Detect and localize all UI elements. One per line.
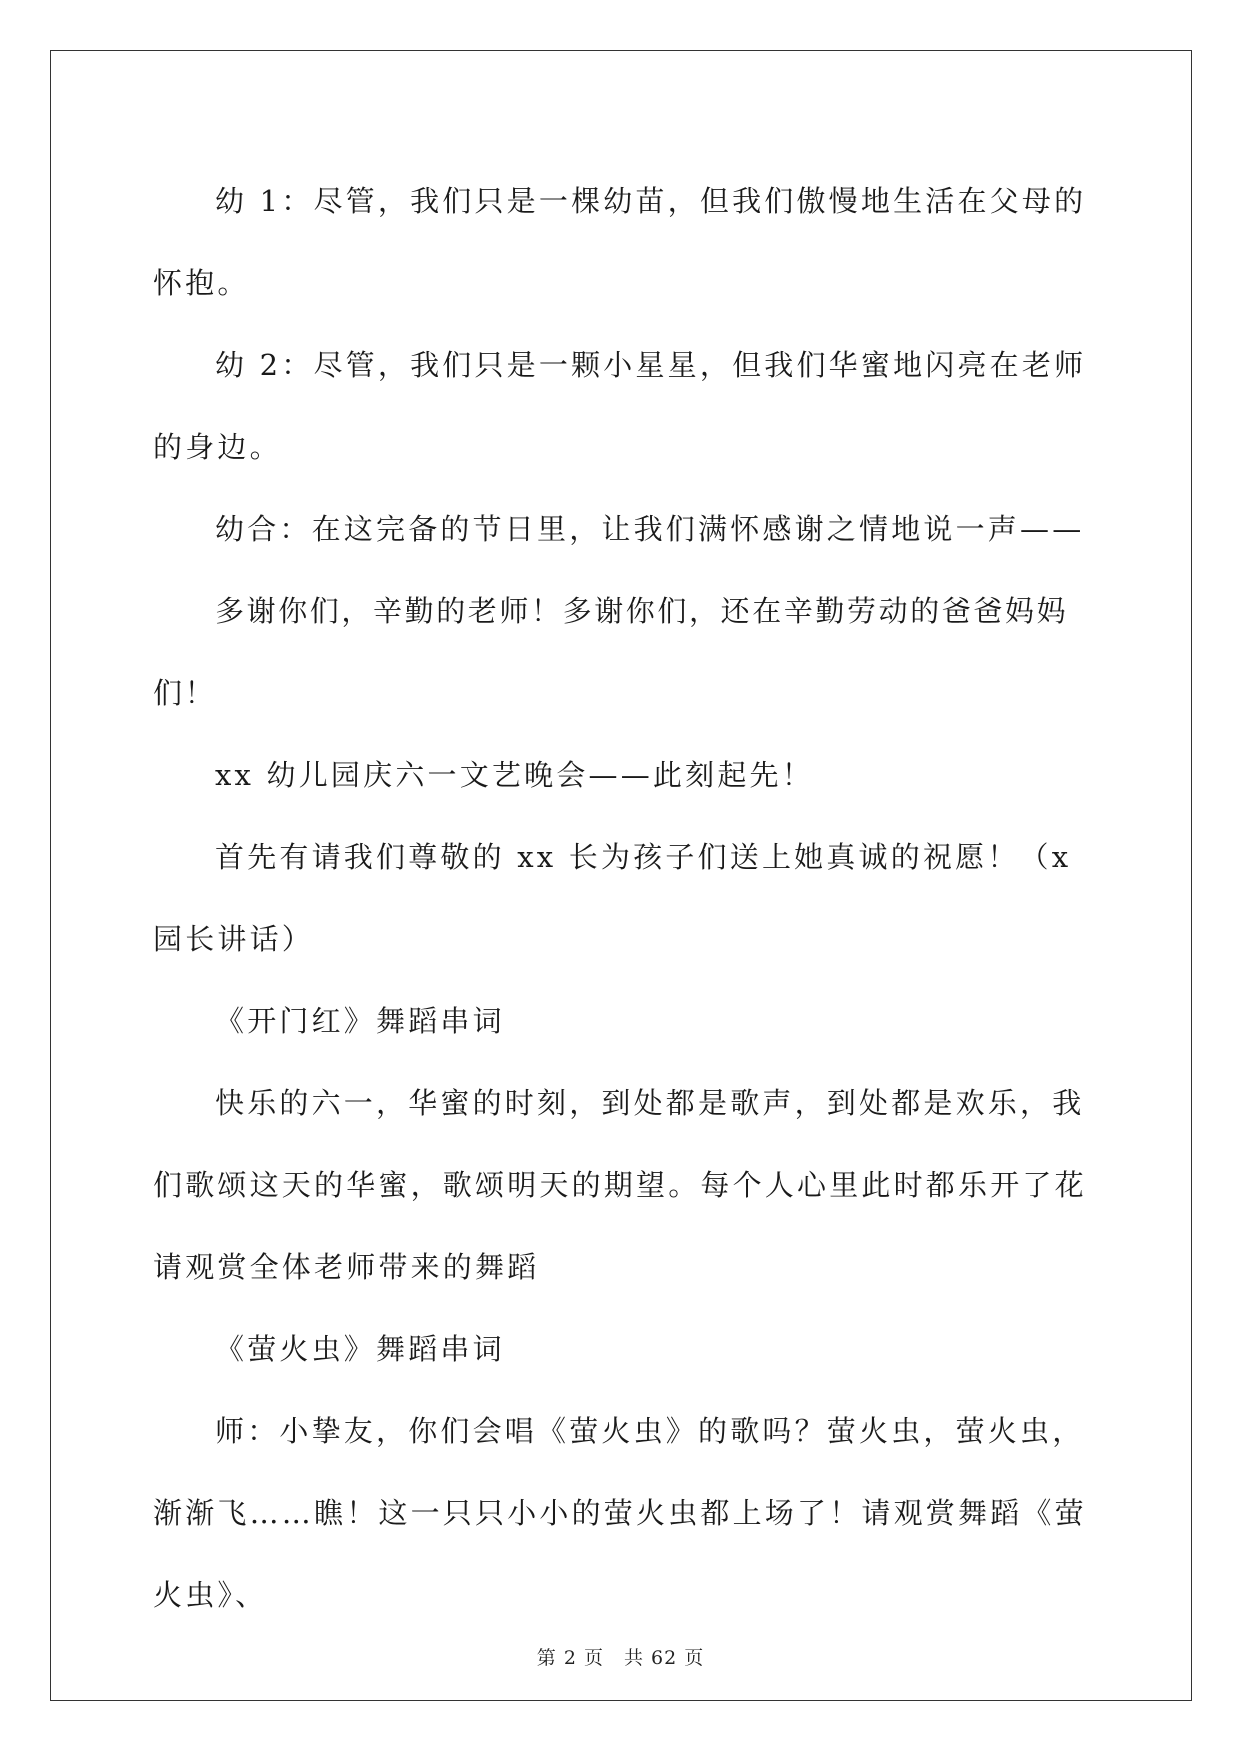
paragraph-2: 幼 2：尽管，我们只是一颗小星星，但我们华蜜地闪亮在老师的身边。 bbox=[153, 348, 1087, 464]
page-number: 第 2 页 bbox=[536, 1647, 604, 1669]
section-heading-yinghuochong: 《萤火虫》舞蹈串词 bbox=[215, 1332, 505, 1366]
page-total: 共 62 页 bbox=[623, 1647, 705, 1669]
paragraph-3: 幼合：在这完备的节日里，让我们满怀感谢之情地说一声—— bbox=[215, 512, 1085, 546]
paragraph-4: 多谢你们，辛勤的老师！多谢你们，还在辛勤劳动的爸爸妈妈们！ bbox=[153, 594, 1069, 710]
paragraph-8: 师：小挚友，你们会唱《萤火虫》的歌吗？萤火虫，萤火虫，渐渐飞……瞧！这一只只小小的萤火虫都上场了！请观赏舞蹈《萤火虫》、 bbox=[153, 1414, 1087, 1612]
page-footer bbox=[0, 1643, 1241, 1670]
section-heading-kaimenhong: 《开门红》舞蹈串词 bbox=[215, 1004, 505, 1038]
document-body bbox=[153, 160, 1093, 1636]
paragraph-1: 幼 1：尽管，我们只是一棵幼苗，但我们傲慢地生活在父母的怀抱。 bbox=[153, 184, 1087, 300]
paragraph-7: 快乐的六一，华蜜的时刻，到处都是歌声，到处都是欢乐，我们歌颂这天的华蜜，歌颂明天的期望。每个人心里此时都乐开了花请观赏全体老师带来的舞蹈 bbox=[153, 1086, 1087, 1284]
paragraph-5: xx 幼儿园庆六一文艺晚会——此刻起先！ bbox=[215, 758, 814, 792]
paragraph-6: 首先有请我们尊敬的 xx 长为孩子们送上她真诚的祝愿！（x 园长讲话） bbox=[153, 840, 1072, 956]
